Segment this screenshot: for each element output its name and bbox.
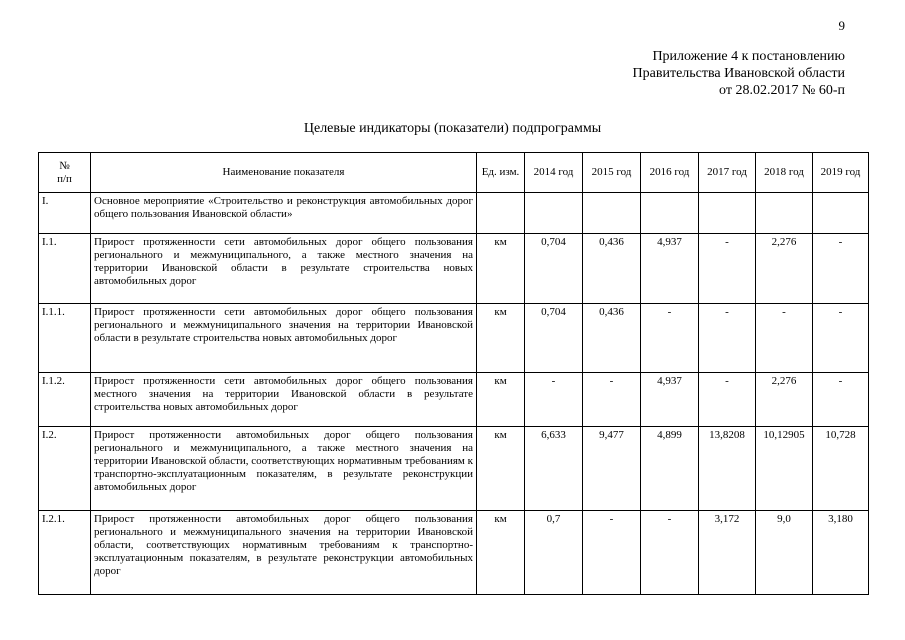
table-header-row xyxy=(39,153,869,193)
header-year-2015: 2015 год xyxy=(583,153,641,193)
value-2017: - xyxy=(699,234,756,304)
value-2015 xyxy=(583,193,641,234)
unit-cell: км xyxy=(477,234,525,304)
value-2014 xyxy=(525,193,583,234)
unit-cell: км xyxy=(477,427,525,511)
row-number: I.1.2. xyxy=(39,373,91,427)
value-2014: 0,704 xyxy=(525,304,583,373)
value-2017: 13,8208 xyxy=(699,427,756,511)
table-row xyxy=(39,511,869,595)
table-row xyxy=(39,304,869,373)
header-year-2019: 2019 год xyxy=(813,153,869,193)
row-number: I. xyxy=(39,193,91,234)
value-2014: - xyxy=(525,373,583,427)
value-2019: - xyxy=(813,234,869,304)
value-2015: 0,436 xyxy=(583,304,641,373)
indicators-table xyxy=(38,152,869,595)
table-row xyxy=(39,373,869,427)
value-2018: 2,276 xyxy=(756,373,813,427)
appendix-line-2: Правительства Ивановской области xyxy=(632,66,845,81)
value-2019: - xyxy=(813,304,869,373)
value-2018: - xyxy=(756,304,813,373)
table-row xyxy=(39,234,869,304)
value-2017 xyxy=(699,193,756,234)
value-2015: - xyxy=(583,511,641,595)
value-2016: - xyxy=(641,511,699,595)
value-2017: - xyxy=(699,304,756,373)
table-row xyxy=(39,427,869,511)
unit-cell xyxy=(477,193,525,234)
header-year-2018: 2018 год xyxy=(756,153,813,193)
unit-cell: км xyxy=(477,304,525,373)
indicator-name: Прирост протяженности сети автомобильных дорог общего пользования регионального и межмуниципального, а также местного значения на территории Ивановской области в результате строительства новых автомобильных дорог xyxy=(91,234,477,304)
value-2016: - xyxy=(641,304,699,373)
indicator-name: Прирост протяженности автомобильных дорог общего пользования регионального и межмуниципального значения на территории Ивановской области, соответствующих нормативным требованиям к транспортно-эксплуатационным показателям, в результате реконструкции автомобильных дорог xyxy=(91,511,477,595)
row-number: I.1. xyxy=(39,234,91,304)
value-2017: 3,172 xyxy=(699,511,756,595)
page-number: 9 xyxy=(838,18,845,33)
value-2016: 4,937 xyxy=(641,373,699,427)
value-2016: 4,937 xyxy=(641,234,699,304)
value-2019: 3,180 xyxy=(813,511,869,595)
indicator-name: Прирост протяженности сети автомобильных дорог общего пользования регионального и межмуниципального значения на территории Ивановской области в результате строительства новых автомобильных дорог xyxy=(91,304,477,373)
document-title: Целевые индикаторы (показатели) подпрограммы xyxy=(303,121,602,136)
header-year-2017: 2017 год xyxy=(699,153,756,193)
unit-cell: км xyxy=(477,373,525,427)
value-2017: - xyxy=(699,373,756,427)
header-year-2016: 2016 год xyxy=(641,153,699,193)
indicator-name: Прирост протяженности сети автомобильных дорог общего пользования местного значения на территории Ивановской области в результате строительства новых автомобильных дорог xyxy=(91,373,477,427)
unit-cell: км xyxy=(477,511,525,595)
indicator-name: Прирост протяженности автомобильных дорог общего пользования регионального и межмуниципального, а также местного значения на территории Ивановской области, соответствующих нормативным требованиям к транспортно-эксплуатационным показателям, в результате реконструкции автомобильных дорог xyxy=(91,427,477,511)
header-indicator-name: Наименование показателя xyxy=(91,153,477,193)
value-2016: 4,899 xyxy=(641,427,699,511)
appendix-reference xyxy=(633,48,845,99)
value-2014: 0,7 xyxy=(525,511,583,595)
row-number: I.2. xyxy=(39,427,91,511)
row-number: I.1.1. xyxy=(39,304,91,373)
value-2018 xyxy=(756,193,813,234)
value-2015: 0,436 xyxy=(583,234,641,304)
value-2015: 9,477 xyxy=(583,427,641,511)
value-2019: 10,728 xyxy=(813,427,869,511)
row-number: I.2.1. xyxy=(39,511,91,595)
value-2018: 2,276 xyxy=(756,234,813,304)
appendix-line-1: Приложение 4 к постановлению xyxy=(652,49,845,64)
value-2015: - xyxy=(583,373,641,427)
appendix-line-3: от 28.02.2017 № 60-п xyxy=(719,83,845,98)
indicator-name: Основное мероприятие «Строительство и реконструкция автомобильных дорог общего пользования Ивановской области» xyxy=(91,193,477,234)
value-2014: 0,704 xyxy=(525,234,583,304)
header-unit: Ед. изм. xyxy=(477,153,525,193)
value-2014: 6,633 xyxy=(525,427,583,511)
header-number xyxy=(39,153,91,193)
value-2019 xyxy=(813,193,869,234)
header-number-symbol: № xyxy=(59,159,70,172)
header-year-2014: 2014 год xyxy=(525,153,583,193)
value-2016 xyxy=(641,193,699,234)
table-row xyxy=(39,193,869,234)
value-2018: 10,12905 xyxy=(756,427,813,511)
value-2019: - xyxy=(813,373,869,427)
header-number-pp: п/п xyxy=(57,172,72,185)
value-2018: 9,0 xyxy=(756,511,813,595)
